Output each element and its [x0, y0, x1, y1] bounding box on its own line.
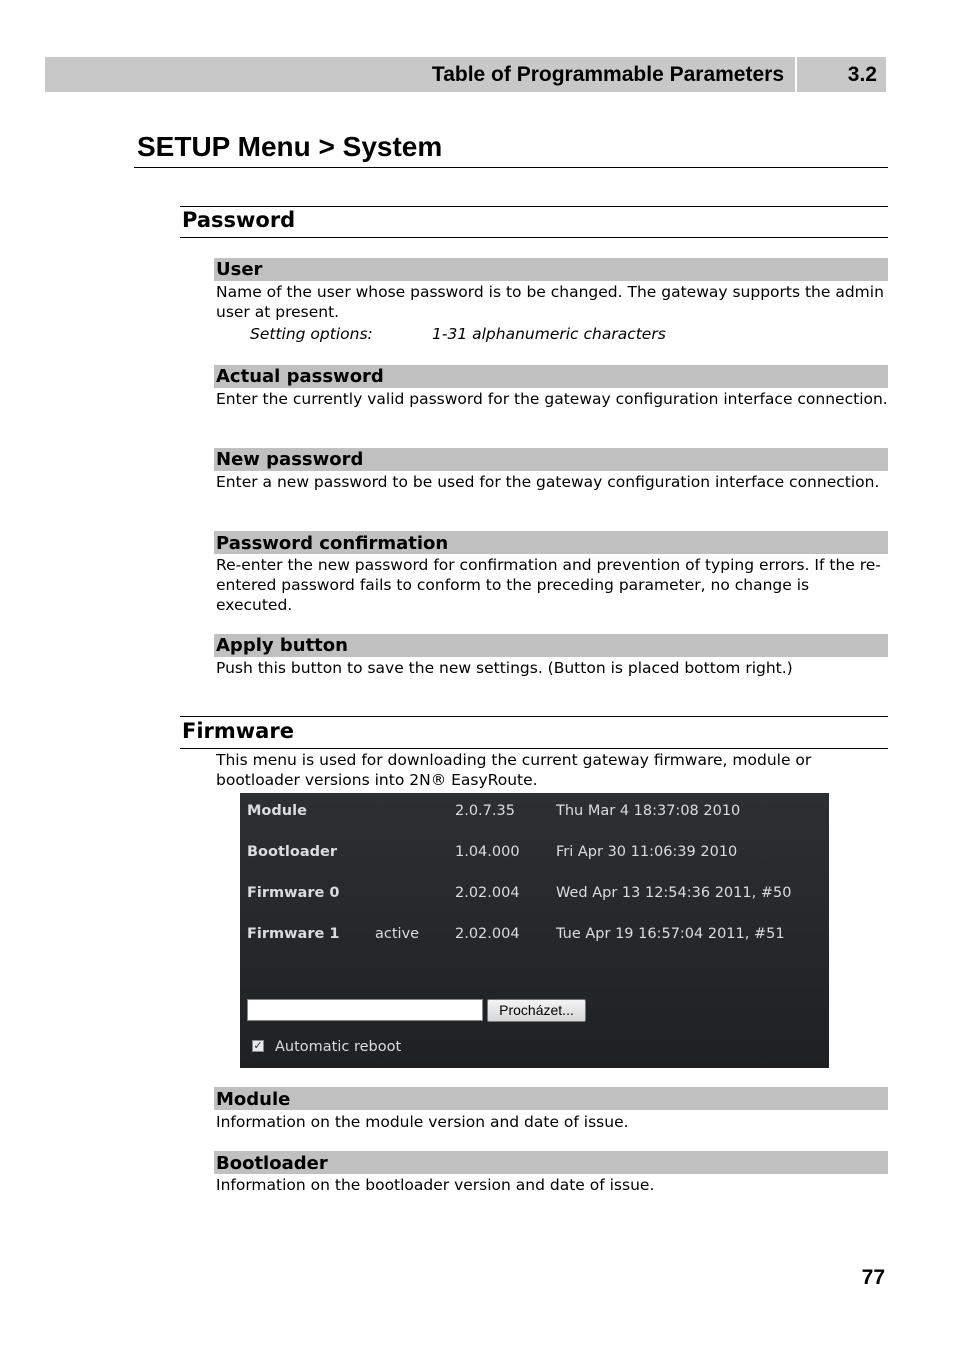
page-title: SETUP Menu > System: [137, 131, 443, 162]
firmware-panel: [240, 793, 829, 1068]
firmware-row-name: Bootloader: [247, 844, 337, 860]
section-rule-bottom: [180, 748, 888, 749]
section-title-firmware: Firmware: [182, 719, 294, 743]
param-title-user: User: [216, 259, 263, 280]
param-bar: [214, 258, 888, 281]
automatic-reboot-checkbox[interactable]: ✓: [253, 1039, 263, 1052]
firmware-row-name: Module: [247, 803, 307, 819]
param-title-actual-password: Actual password: [216, 366, 384, 387]
setting-options-value: 1-31 alphanumeric characters: [432, 325, 666, 343]
page-number: 77: [861, 1266, 885, 1289]
setting-options-label: Setting options:: [250, 325, 373, 343]
param-title-module: Module: [216, 1089, 291, 1110]
param-description-password-confirmation: Re-enter the new password for confirmation and prevention of typing errors. If the re-entered password fails to conform to the preceding parameter, no change is executed.: [216, 556, 881, 614]
firmware-row-name: Firmware 1: [247, 926, 340, 942]
browse-button[interactable]: Procházet...: [487, 999, 586, 1022]
header-title: Table of Programmable Parameters: [431, 63, 784, 86]
param-description-module: Information on the module version and date of issue.: [216, 1113, 629, 1131]
firmware-row-state: active: [375, 926, 420, 942]
firmware-row-firmware-0: [247, 885, 817, 905]
firmware-row-module: [247, 803, 817, 823]
firmware-row-date: Wed Apr 13 12:54:36 2011, #50: [556, 885, 792, 901]
param-description-user: Name of the user whose password is to be changed. The gateway supports the admin user at present.: [216, 283, 884, 321]
param-bar: [214, 1087, 888, 1110]
firmware-row-version: 2.0.7.35: [455, 803, 515, 819]
firmware-row-date: Fri Apr 30 11:06:39 2010: [556, 844, 738, 860]
section-title-password: Password: [182, 208, 296, 232]
param-title-apply-button: Apply button: [216, 635, 348, 656]
param-description-actual-password: Enter the currently valid password for the gateway configuration interface connection.: [216, 390, 888, 408]
firmware-row-firmware-1: [247, 926, 817, 946]
firmware-row-date: Thu Mar 4 18:37:08 2010: [556, 803, 741, 819]
param-title-bootloader: Bootloader: [216, 1153, 328, 1174]
firmware-row-bootloader: [247, 844, 817, 864]
firmware-intro: This menu is used for downloading the current gateway firmware, module or bootloader versions into 2N® EasyRoute.: [216, 751, 812, 789]
firmware-row-version: 1.04.000: [455, 844, 520, 860]
param-description-bootloader: Information on the bootloader version and date of issue.: [216, 1176, 655, 1194]
section-rule-top: [180, 716, 888, 717]
firmware-row-version: 2.02.004: [455, 885, 520, 901]
automatic-reboot-label: Automatic reboot: [275, 1039, 402, 1055]
page-title-rule: [134, 167, 888, 168]
firmware-row-date: Tue Apr 19 16:57:04 2011, #51: [556, 926, 785, 942]
param-title-new-password: New password: [216, 449, 364, 470]
firmware-row-version: 2.02.004: [455, 926, 520, 942]
firmware-row-name: Firmware 0: [247, 885, 340, 901]
param-description-new-password: Enter a new password to be used for the gateway configuration interface connection.: [216, 473, 880, 491]
section-rule-bottom: [180, 237, 888, 238]
section-rule-top: [180, 206, 888, 207]
param-description-apply-button: Push this button to save the new settings. (Button is placed bottom right.): [216, 659, 793, 677]
param-title-password-confirmation: Password confirmation: [216, 533, 449, 554]
header-section-number: 3.2: [847, 63, 877, 86]
firmware-file-input[interactable]: [247, 999, 483, 1021]
